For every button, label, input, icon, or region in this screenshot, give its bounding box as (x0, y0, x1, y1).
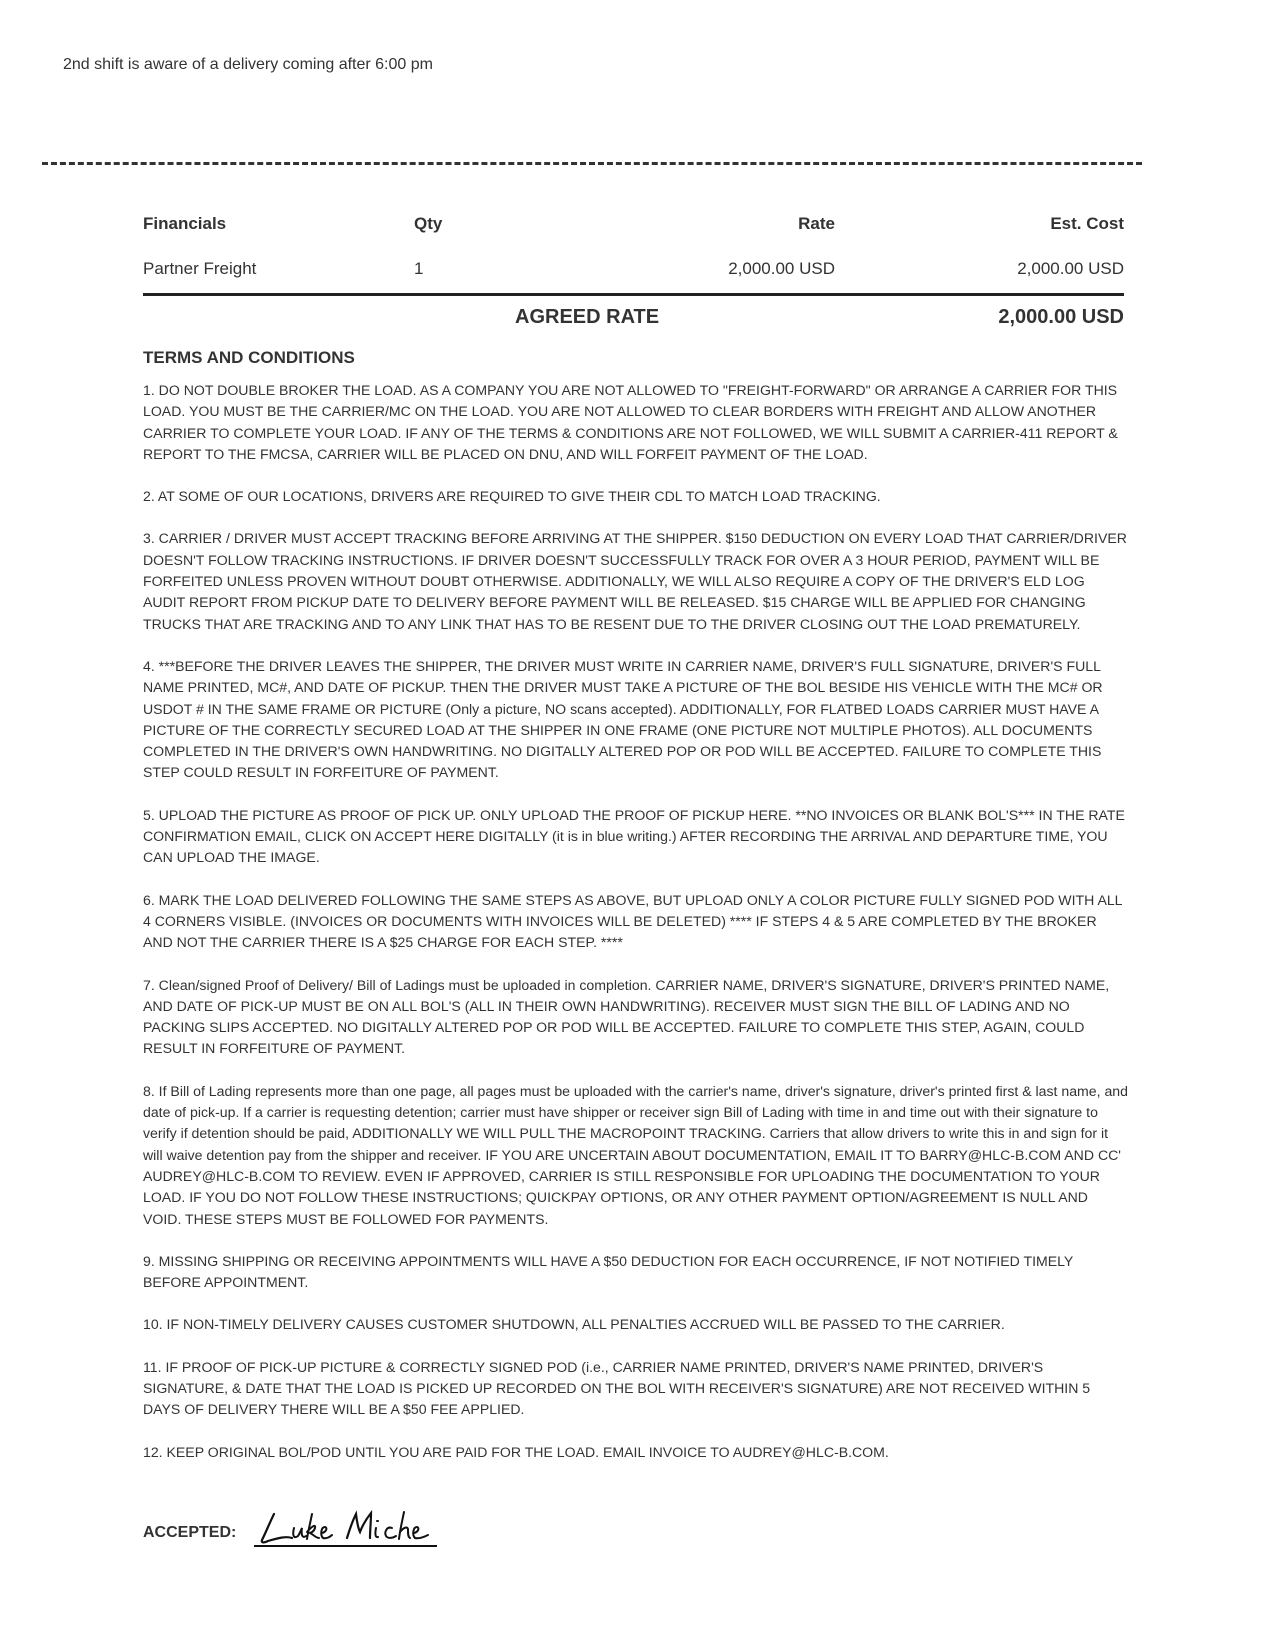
term-item: 1. DO NOT DOUBLE BROKER THE LOAD. AS A COMPANY YOU ARE NOT ALLOWED TO "FREIGHT-FORWARD" OR ARRANGE A CARRIER FOR THIS LOAD. YOU MUST BE THE CARRIER/MC ON THE LOAD. YOU ARE NOT ALLOWED TO CLEAR BORDERS WITH FREIGHT AND ALLOW ANOTHER CARRIER TO COMPLETE YOUR LOAD. IF ANY OF THE TERMS & CONDITIONS ARE NOT FOLLOWED, WE WILL SUBMIT A CARRIER-411 REPORT & REPORT TO THE FMCSA, CARRIER WILL BE PLACED ON DNU, AND WILL FORFEIT PAYMENT OF THE LOAD. (143, 382, 1118, 462)
financials-header-row (143, 212, 1124, 257)
term-item: 5. UPLOAD THE PICTURE AS PROOF OF PICK UP. ONLY UPLOAD THE PROOF OF PICKUP HERE. **NO INVOICES OR BLANK BOL'S*** IN THE RATE CONFIRMATION EMAIL, CLICK ON ACCEPT HERE DIGITALLY (it is in blue writing.) AFTER RECORDING THE ARRIVAL AND DEPARTURE TIME, YOU CAN UPLOAD THE IMAGE. (143, 806, 1125, 866)
row-qty: 1 (414, 259, 424, 278)
signature-image (252, 1508, 442, 1548)
term-item: 11. IF PROOF OF PICK-UP PICTURE & CORRECTLY SIGNED POD (i.e., CARRIER NAME PRINTED, DRIVER'S NAME PRINTED, DRIVER'S SIGNATURE, & DATE THAT THE LOAD IS PICKED UP RECORDED ON THE BOL WITH RECEIVER'S SIGNATURE) ARE NOT RECEIVED WITHIN 5 DAYS OF DELIVERY THERE WILL BE A $50 FEE APPLIED. (143, 1358, 1091, 1418)
row-rate: 2,000.00 USD (728, 259, 835, 278)
term-item: 3. CARRIER / DRIVER MUST ACCEPT TRACKING BEFORE ARRIVING AT THE SHIPPER. $150 DEDUCTION ON EVERY LOAD THAT CARRIER/DRIVER DOESN'T FOLLOW TRACKING INSTRUCTIONS. IF DRIVER DOESN'T SUCCESSFULLY TRACK FOR OVER A 3 HOUR PERIOD, PAYMENT WILL BE FORFEITED UNLESS PROVEN WITHOUT DOUBT OTHERWISE. ADDITIONALLY, WE WILL ALSO REQUIRE A COPY OF THE DRIVER'S ELD LOG AUDIT REPORT FROM PICKUP DATE TO DELIVERY BEFORE PAYMENT WILL BE RELEASED. $15 CHARGE WILL BE APPLIED FOR CHANGING TRUCKS THAT ARE TRACKING AND TO ANY LINK THAT HAS TO BE RESENT DUE TO THE DRIVER CLOSING OUT THE LOAD PREMATURELY. (143, 530, 1127, 632)
term-item: 7. Clean/signed Proof of Delivery/ Bill of Ladings must be uploaded in completion. CARRIER NAME, DRIVER'S SIGNATURE, DRIVER'S PRINTED NAME, AND DATE OF PICK-UP MUST BE ON ALL BOL'S (ALL IN THEIR OWN HANDWRITING). RECEIVER MUST SIGN THE BILL OF LADING AND NO PACKING SLIPS ACCEPTED. NO DIGITALLY ALTERED POP OR POD WILL BE ACCEPTED. FAILURE TO COMPLETE THIS STEP, AGAIN, COULD RESULT IN FORFEITURE OF PAYMENT. (143, 976, 1110, 1057)
acceptance-block (143, 1508, 543, 1554)
header-rate: Rate (798, 214, 835, 233)
term-item: 10. IF NON-TIMELY DELIVERY CAUSES CUSTOMER SHUTDOWN, ALL PENALTIES ACCRUED WILL BE PASSED TO THE CARRIER. (143, 1316, 1005, 1333)
table-row (143, 257, 1124, 293)
terms-section (143, 346, 1128, 1484)
delivery-note: 2nd shift is aware of a delivery coming after 6:00 pm (63, 56, 433, 73)
financials-table (143, 212, 1124, 350)
term-item: 4. ***BEFORE THE DRIVER LEAVES THE SHIPPER, THE DRIVER MUST WRITE IN CARRIER NAME, DRIVER'S FULL SIGNATURE, DRIVER'S FULL NAME PRINTED, MC#, AND DATE OF PICKUP. THEN THE DRIVER MUST TAKE A PICTURE OF THE BOL BESIDE HIS VEHICLE WITH THE MC# OR USDOT # IN THE SAME FRAME OR PICTURE (Only a picture, NO scans accepted). ADDITIONALLY, FOR FLATBED LOADS CARRIER MUST HAVE A PICTURE OF THE CORRECTLY SECURED LOAD AT THE SHIPPER IN ONE FRAME (ONE PICTURE NOT MULTIPLE PHOTOS). ALL DOCUMENTS COMPLETED IN THE DRIVER'S OWN HANDWRITING. NO DIGITALLY ALTERED POP OR POD WILL BE ACCEPTED. FAILURE TO COMPLETE THIS STEP COULD RESULT IN FORFEITURE OF PAYMENT. (143, 657, 1103, 781)
agreed-rate-label: AGREED RATE (515, 306, 660, 328)
term-item: 2. AT SOME OF OUR LOCATIONS, DRIVERS ARE REQUIRED TO GIVE THEIR CDL TO MATCH LOAD TRACKING. (143, 488, 881, 505)
header-financials: Financials (143, 214, 227, 233)
dashed-separator (42, 162, 1142, 165)
header-qty: Qty (414, 214, 443, 233)
terms-title: TERMS AND CONDITIONS (143, 348, 355, 367)
row-cost: 2,000.00 USD (1017, 259, 1124, 278)
agreed-rate-value: 2,000.00 USD (998, 306, 1124, 328)
term-item: 12. KEEP ORIGINAL BOL/POD UNTIL YOU ARE PAID FOR THE LOAD. EMAIL INVOICE TO AUDREY@HLC-B.COM. (143, 1443, 889, 1460)
accepted-label: ACCEPTED: (143, 1524, 237, 1541)
term-item: 6. MARK THE LOAD DELIVERED FOLLOWING THE SAME STEPS AS ABOVE, BUT UPLOAD ONLY A COLOR PICTURE FULLY SIGNED POD WITH ALL 4 CORNERS VISIBLE. (INVOICES OR DOCUMENTS WITH INVOICES WILL BE DELETED) **** IF STEPS 4 & 5 ARE COMPLETED BY THE BROKER AND NOT THE CARRIER THERE IS A $25 CHARGE FOR EACH STEP. **** (143, 891, 1122, 951)
total-divider (143, 293, 1124, 296)
term-item: 9. MISSING SHIPPING OR RECEIVING APPOINTMENTS WILL HAVE A $50 DEDUCTION FOR EACH OCCURRENCE, IF NOT NOTIFIED TIMELY BEFORE APPOINTMENT. (143, 1252, 1074, 1291)
header-est-cost: Est. Cost (1050, 214, 1124, 233)
row-item: Partner Freight (143, 259, 257, 278)
agreed-rate-row (143, 306, 1124, 350)
term-item: 8. If Bill of Lading represents more than one page, all pages must be uploaded with the carrier's name, driver's signature, driver's printed first & last name, and date of pick-up. If a carrier is requesting detention; carrier must have shipper or receiver sign Bill of Lading with time in and time out with their signature to verify if detention should be paid, ADDITIONALLY WE WILL PULL THE MACROPOINT TRACKING. Carriers that allow drivers to write this in and sign for it will waive detention pay from the shipper and receiver. IF YOU ARE UNCERTAIN ABOUT DOCUMENTATION, EMAIL IT TO BARRY@HLC-B.COM AND CC' AUDREY@HLC-B.COM TO REVIEW. EVEN IF APPROVED, CARRIER IS STILL RESPONSIBLE FOR UPLOADING THE DOCUMENTATION TO YOUR LOAD. IF YOU DO NOT FOLLOW THESE INSTRUCTIONS; QUICKPAY OPTIONS, OR ANY OTHER PAYMENT OPTION/AGREEMENT IS NULL AND VOID. THESE STEPS MUST BE FOLLOWED FOR PAYMENTS. (143, 1082, 1128, 1227)
